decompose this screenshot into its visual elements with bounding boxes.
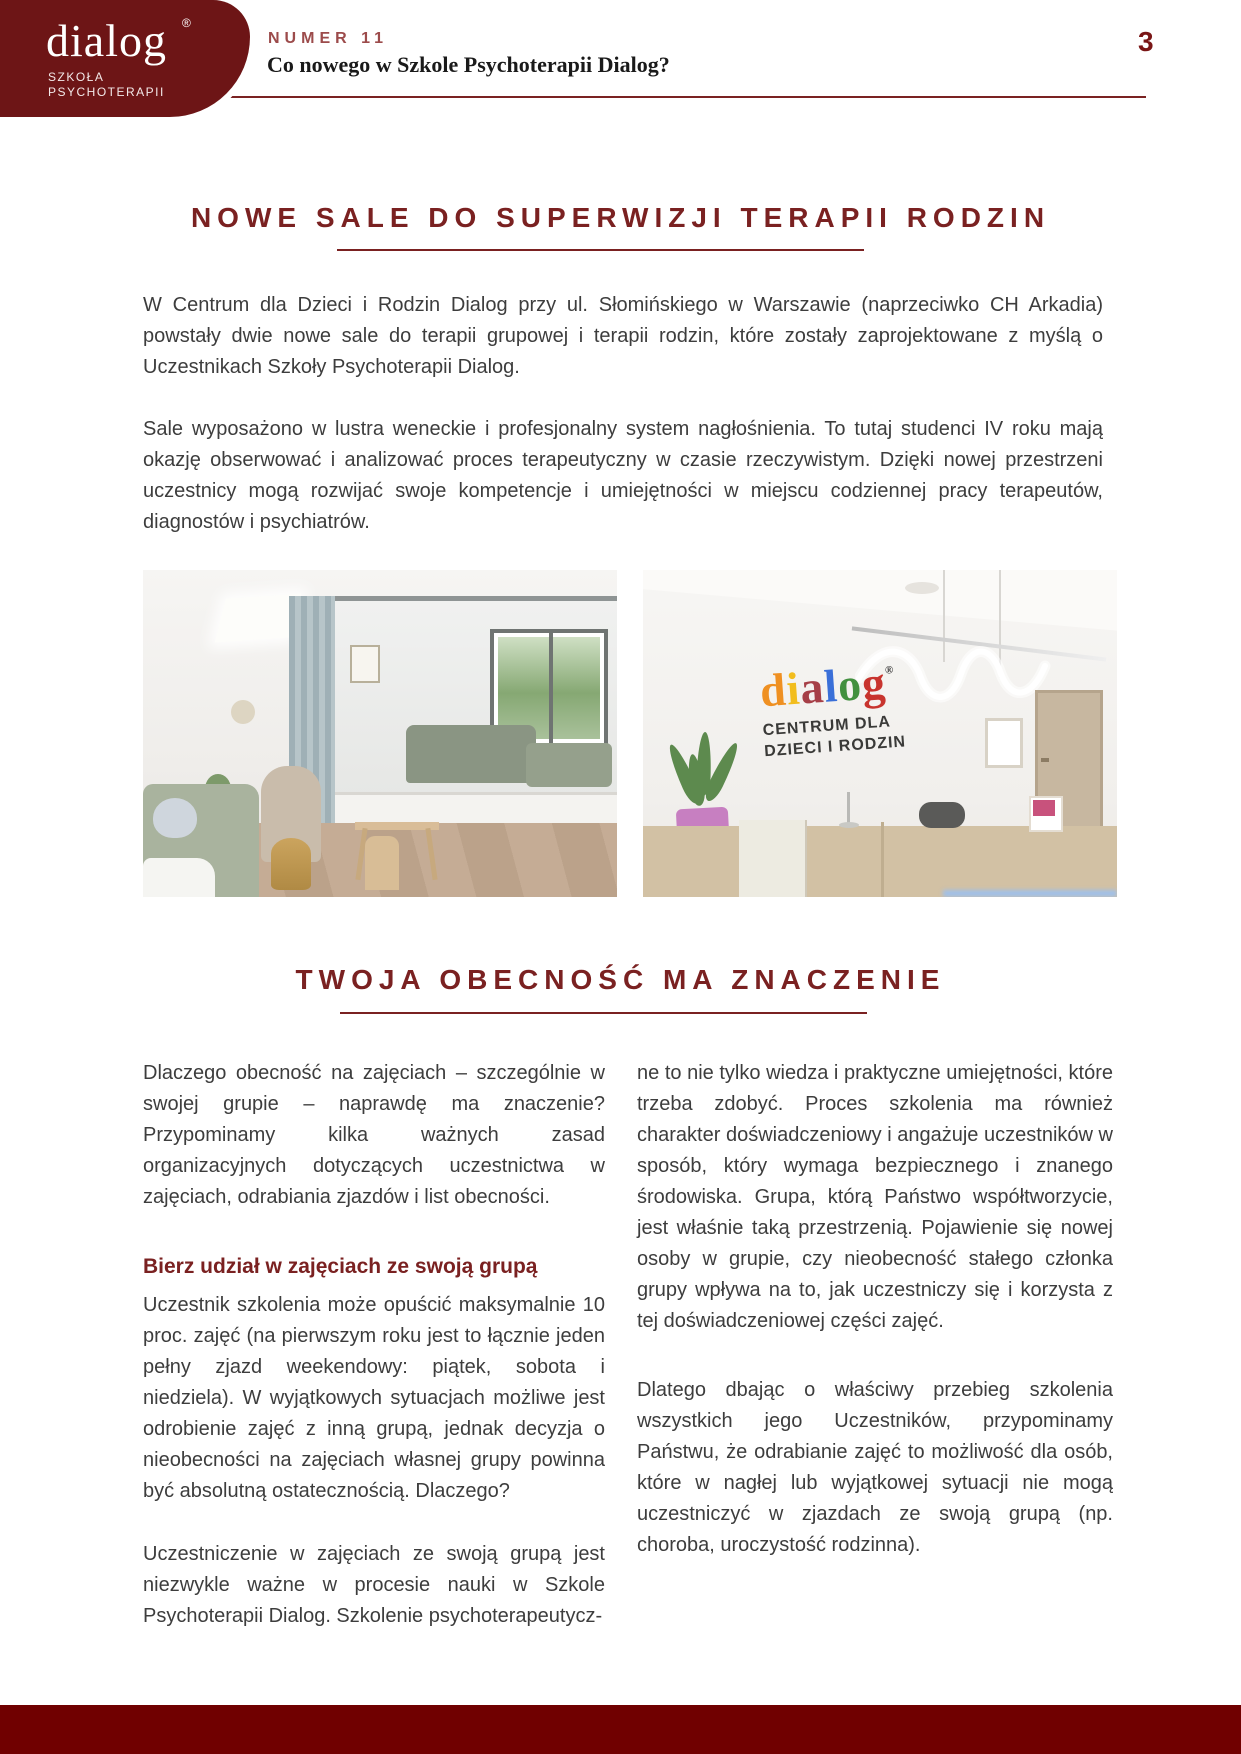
ceiling-spotlight	[905, 582, 939, 594]
sign-center-name: CENTRUM DLA DZIECI I RODZIN	[762, 713, 907, 761]
dialog-wall-sign	[758, 640, 1005, 762]
desk-panel-seam	[881, 822, 884, 897]
desk-led-glow	[943, 890, 1117, 897]
school-logo	[0, 0, 250, 117]
column-left	[143, 1058, 605, 1670]
section2-heading-underline	[340, 1012, 867, 1014]
gold-side-table	[271, 838, 311, 890]
page-number: 3	[1138, 26, 1154, 57]
kids-chair	[365, 836, 399, 890]
mirror-reflection-armchair	[526, 743, 612, 787]
venetian-mirror	[321, 596, 617, 802]
issue-number-label: NUMER 11	[268, 30, 389, 47]
section1-heading: NOWE SALE DO SUPERWIZJI TERAPII RODZIN	[190, 202, 1051, 233]
white-blanket	[143, 858, 215, 897]
logo-subtitle-line2: PSYCHOTERAPII	[48, 85, 165, 99]
col-left-subheading: Bierz udział w zajęciach ze swoją grupą	[143, 1255, 538, 1278]
desk-lamp-base	[839, 822, 859, 828]
reception-desk	[643, 826, 1117, 897]
speaker	[919, 802, 965, 828]
section2-heading: TWOJA OBECNOŚĆ MA ZNACZENIE	[295, 964, 946, 995]
section1-heading-underline	[337, 249, 864, 251]
mirror-reflection-sofa	[406, 725, 536, 783]
col-left-paragraph1: Dlaczego obecność na zajęciach – szczególnie w swojej grupie – naprawdę ma znaczenie? Przypominamy kilka ważnych zasad organizacyjnych dotyczących uczestnictwa w zajęciach, odrabiania zjazdów i list obecności.	[143, 1062, 605, 1208]
window-bar	[549, 633, 553, 743]
col-right-paragraph2: Dlatego dbając o właściwy przebieg szkolenia wszystkich jego Uczestników, przypominamy Państwu, że odrabianie zajęć to możliwość dla osób, które w nagłej lub wyjątkowej sytuacji nie mogą uczestniczyć w zjazdach ze swoją grupą (np. choroba, uroczystość rodzinna).	[637, 1379, 1113, 1556]
header-title: Co nowego w Szkole Psychoterapii Dialog?	[267, 52, 670, 77]
reception-photo	[643, 570, 1117, 897]
desk-gloss-panel	[739, 820, 805, 897]
cat-cushion	[153, 798, 197, 838]
counter-photo	[1033, 800, 1055, 816]
mirror-reflection-picture	[350, 645, 380, 683]
logo-wordmark: dialog	[46, 15, 167, 66]
logo-subtitle-line1: SZKOŁA	[48, 70, 105, 84]
registered-trademark-icon: ®	[182, 16, 191, 30]
footer-bar	[0, 1705, 1241, 1754]
col-left-paragraph3: Uczestniczenie w zajęciach ze swoją grupą jest niezwykle ważne w procesie nauki w Szkole Psychoterapii Dialog. Szkolenie psychoterapeutycz-	[143, 1543, 605, 1627]
col-right-paragraph1: ne to nie tylko wiedza i praktyczne umiejętności, które trzeba zdobyć. Proces szkolenia ma również charakter doświadczeniowy i angażuje uczestników w sposób, który wymaga bezpiecznego i znanego środowiska. Grupa, którą Państwo współtworzycie, jest właśnie taką przestrzenią. Pojawienie się nowej osoby w grupie, czy nieobecność stałego członka grupy wpływa na to, jak uczestniczy się i korzysta z tej doświadczeniowej części zajęć.	[637, 1062, 1113, 1332]
section1-paragraph1: W Centrum dla Dzieci i Rodzin Dialog przy ul. Słomińskiego w Warszawie (naprzeciwko CH Arkadia) powstały dwie nowe sale do terapii grupowej i terapii rodzin, które zostały zaprojektowane z myślą o Uczestnikach Szkoły Psychoterapii Dialog.	[143, 294, 1103, 378]
registered-trademark-icon: ®	[884, 664, 895, 677]
therapy-room-photo	[143, 570, 617, 897]
door-handle	[1041, 758, 1049, 762]
section1-paragraph2: Sale wyposażono w lustra weneckie i profesjonalny system nagłośnienia. To tutaj studenci IV roku mają okazję obserwować i analizować proces terapeutyczny w czasie rzeczywistym. Dzięki nowej przestrzeni uczestnicy mogą rozwijać swoje kompetencje i umiejętności w miejscu codziennej pracy terapeutów, diagnostów i psychiatrów.	[143, 418, 1103, 533]
column-right	[637, 1058, 1113, 1599]
col-left-paragraph2: Uczestnik szkolenia może opuścić maksymalnie 10 proc. zajęć (na pierwszym roku jest to łącznie jeden pełny zjazd weekendowy: piątek, sobota i niedziela). W wyjątkowych sytuacjach możliwe jest odrobienie zajęć z inną grupą, jednak decyzja o nieobecności na zajęciach własnej grupy powinna być absolutną ostatecznością. Dlaczego?	[143, 1294, 605, 1502]
sign-wordmark: dialog®	[758, 656, 895, 717]
wall-plate-decor	[231, 700, 255, 724]
